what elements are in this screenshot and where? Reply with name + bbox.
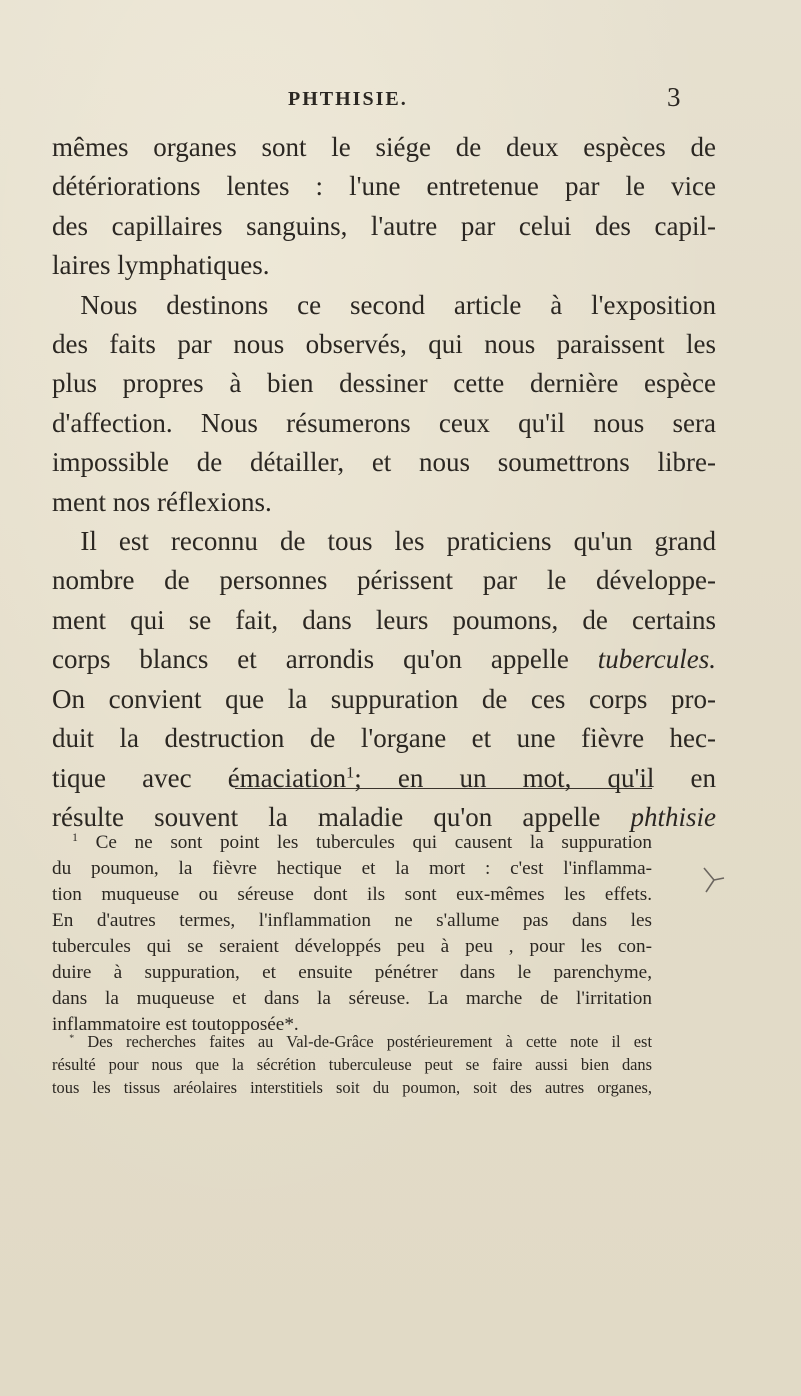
footnote-marker: 1 (72, 832, 78, 845)
text-line: Il est reconnu de tous les praticiens qu'un grand (80, 526, 716, 557)
text-run: ; en un mot, qu'il en (354, 762, 716, 793)
subnote-line: résulté pour nous que la sécrétion tuberculeuse peut se faire aussi bien dans (52, 1055, 652, 1074)
asterisk-marker: * (69, 1033, 75, 1045)
text-line: plus propres à bien dessiner cette dernière espèce (52, 368, 716, 399)
text-line: On convient que la suppuration de ces corps pro- (52, 683, 716, 714)
page-number: 3 (667, 82, 681, 112)
text-line: Nous destinons ce second article à l'exposition (80, 289, 716, 320)
text-run: résulte souvent la maladie qu'on appelle (52, 801, 631, 832)
subnote-line (52, 1030, 652, 1053)
footnote-reference: 1 (346, 762, 355, 781)
text-line: nombre de personnes périssent par le développe- (52, 565, 716, 596)
text-line: laires lymphatiques. (52, 250, 270, 281)
text-line: ment nos réflexions. (52, 486, 272, 517)
text-run: Ce ne sont point les tubercules qui causent la suppuration (77, 832, 652, 853)
pencil-mark-icon (700, 864, 728, 894)
footnote-line: tubercules qui se seraient développés peu à peu , pour les con- (52, 936, 652, 957)
footnote-line (52, 830, 652, 856)
footnote (52, 830, 652, 1038)
main-text (52, 128, 716, 837)
subnote-line: tous les tissus aréolaires interstitiels soit du poumon, soit des autres organes, (52, 1078, 652, 1097)
footnote-line: inflammatoire est toutopposée*. (52, 1014, 299, 1035)
text-run: Des recherches faites au Val-de-Grâce postérieurement à cette note il est (74, 1032, 652, 1051)
text-line: d'affection. Nous résumerons ceux qu'il nous sera (52, 407, 716, 438)
footnote-line: du poumon, la fièvre hectique et la mort : c'est l'inflamma- (52, 858, 652, 879)
text-run: tique avec émaciation (52, 762, 347, 793)
text-run: corps blancs et arrondis qu'on appelle (52, 644, 598, 675)
text-line: mêmes organes sont le siége de deux espèces de (52, 132, 716, 162)
text-line: détériorations lentes : l'une entretenue par le vice (52, 171, 716, 202)
text-line: duit la destruction de l'organe et une fièvre hec- (52, 723, 716, 754)
italic-term: tubercules. (597, 644, 716, 675)
secondary-note (52, 1030, 652, 1099)
footnote-separator (235, 788, 652, 789)
footnote-line: En d'autres termes, l'inflammation ne s'allume pas dans les (52, 910, 652, 931)
text-line: impossible de détailler, et nous soumettrons libre- (52, 447, 716, 478)
text-line: des capillaires sanguins, l'autre par celui des capil- (52, 210, 716, 241)
text-line: ment qui se fait, dans leurs poumons, de certains (52, 604, 716, 635)
footnote-line: tion muqueuse ou séreuse dont ils sont eux-mêmes les effets. (52, 884, 652, 905)
text-line: des faits par nous observés, qui nous paraissent les (52, 329, 716, 360)
text-line (52, 759, 716, 798)
footnote-line: duire à suppuration, et ensuite pénétrer dans le parenchyme, (52, 962, 652, 983)
footnote-line: dans la muqueuse et dans la séreuse. La marche de l'irritation (52, 988, 652, 1009)
page-header (0, 82, 801, 118)
running-head: PHTHISIE. (288, 88, 408, 110)
text-line (52, 640, 716, 679)
italic-term: phthisie (630, 801, 716, 832)
